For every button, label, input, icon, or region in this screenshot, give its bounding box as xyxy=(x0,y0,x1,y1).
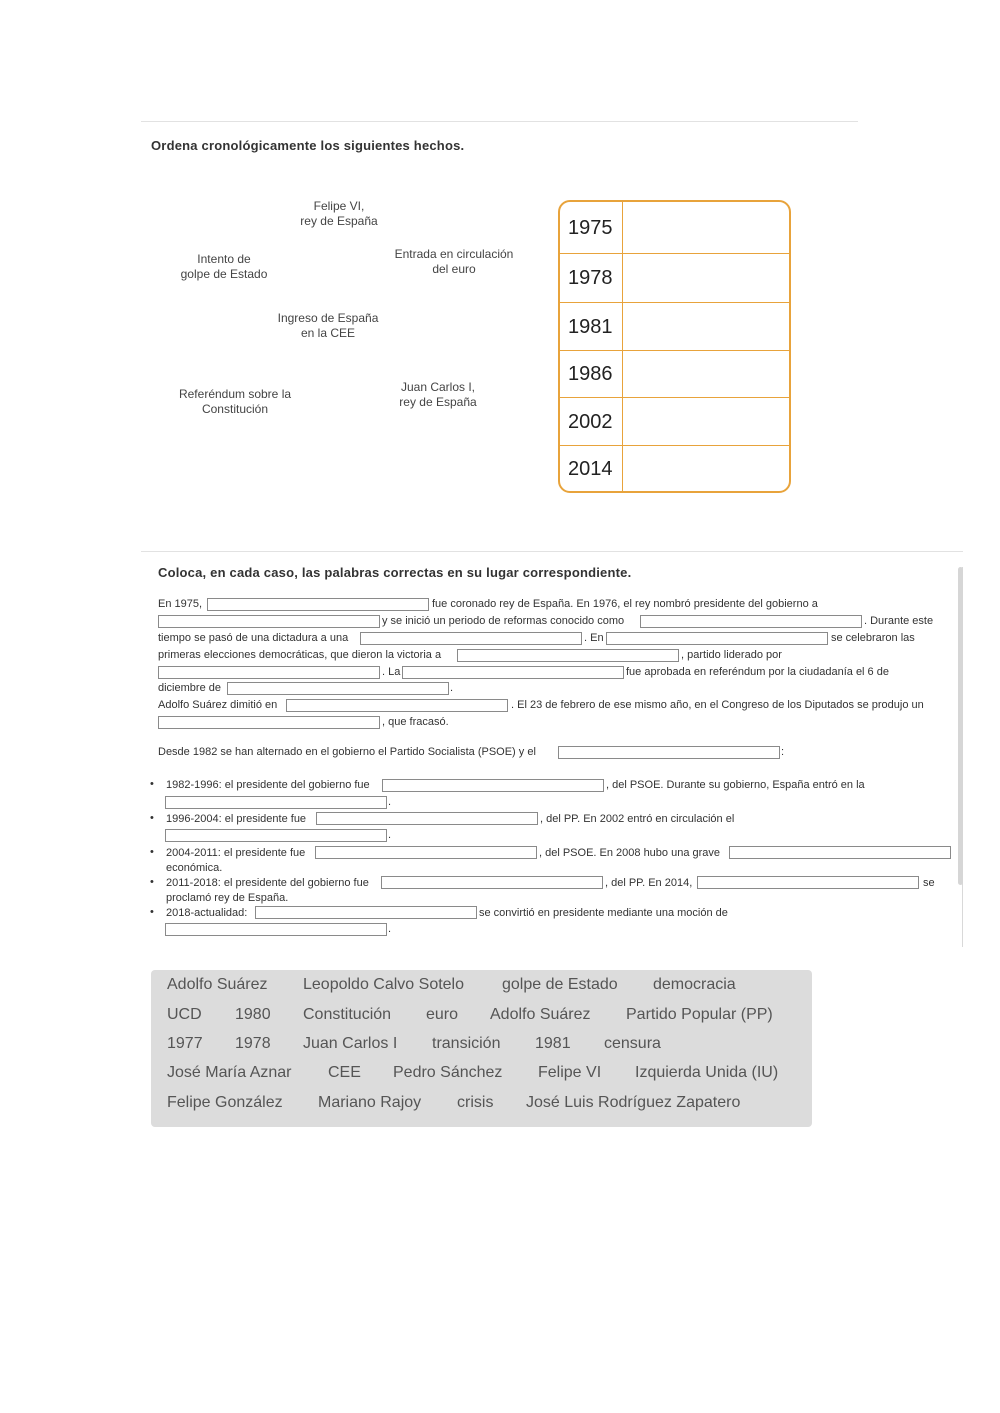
blank-input[interactable] xyxy=(158,615,380,628)
blank-input[interactable] xyxy=(316,812,538,825)
para-text: Adolfo Suárez dimitió en xyxy=(158,699,278,711)
event-text: Intento de xyxy=(197,252,251,266)
year-label: 2002 xyxy=(560,398,623,446)
word-chip[interactable]: Pedro Sánchez xyxy=(393,1064,503,1081)
bullet-text: 2018-actualidad: xyxy=(166,907,248,919)
para-text: . xyxy=(450,682,454,694)
blank-input[interactable] xyxy=(606,632,828,645)
bullet-text: , del PSOE. En 2008 hubo una grave xyxy=(539,847,721,859)
year-label: 1986 xyxy=(560,351,623,398)
para-text: primeras elecciones democráticas, que dieron la victoria a xyxy=(158,649,442,661)
word-chip[interactable]: UCD xyxy=(167,1006,202,1023)
word-bank xyxy=(151,970,812,1127)
bullet-text: . xyxy=(388,829,392,841)
drop-slot[interactable] xyxy=(624,398,789,446)
para-text: fue aprobada en referéndum por la ciudadanía el 6 de xyxy=(626,666,889,678)
timeline-row xyxy=(560,445,789,493)
word-chip[interactable]: Adolfo Suárez xyxy=(167,976,268,993)
event-text: Juan Carlos I, xyxy=(400,380,476,394)
section2-title: Coloca, en cada caso, las palabras correctas en su lugar correspondiente. xyxy=(158,565,632,580)
bullet-text: se xyxy=(923,877,935,889)
word-chip[interactable]: Partido Popular (PP) xyxy=(626,1006,773,1023)
word-chip[interactable]: CEE xyxy=(328,1064,361,1081)
draggable-event-juan-carlos[interactable] xyxy=(383,380,493,410)
word-chip[interactable]: golpe de Estado xyxy=(502,976,618,993)
para-text: . El 23 de febrero de ese mismo año, en el Congreso de los Diputados se produjo un xyxy=(511,699,924,711)
para-text: , partido liderado por xyxy=(681,649,782,661)
bullet-text: , del PSOE. Durante su gobierno, España entró en la xyxy=(606,779,865,791)
timeline-row xyxy=(560,202,789,254)
event-text: Ingreso de España xyxy=(277,311,379,325)
word-chip[interactable]: Adolfo Suárez xyxy=(490,1006,591,1023)
timeline-row xyxy=(560,350,789,398)
timeline-table xyxy=(558,200,791,493)
draggable-event-euro[interactable] xyxy=(384,247,524,277)
para-text: y se inició un periodo de reformas conocido como xyxy=(382,615,625,627)
para-text: En 1975, xyxy=(158,598,203,610)
section-divider xyxy=(141,551,963,552)
drop-slot[interactable] xyxy=(624,446,789,493)
bullet-dot: • xyxy=(150,846,154,858)
para-text: , que fracasó. xyxy=(382,716,449,728)
para-text: diciembre de xyxy=(158,682,221,694)
year-label: 2014 xyxy=(560,446,623,493)
blank-input[interactable] xyxy=(315,846,537,859)
word-chip[interactable]: 1980 xyxy=(235,1006,271,1023)
bullet-text: se convirtió en presidente mediante una moción de xyxy=(479,907,728,919)
event-text: Entrada en circulación xyxy=(394,247,514,261)
draggable-event-golpe[interactable] xyxy=(164,252,284,282)
blank-input[interactable] xyxy=(255,906,477,919)
para-text: . La xyxy=(382,666,401,678)
blank-input[interactable] xyxy=(158,716,380,729)
para-text: tiempo se pasó de una dictadura a una xyxy=(158,632,349,644)
scrollbar-thumb[interactable] xyxy=(958,567,963,885)
word-chip[interactable]: Felipe VI xyxy=(538,1064,602,1081)
event-text: golpe de Estado xyxy=(180,267,268,281)
year-label: 1978 xyxy=(560,254,623,303)
event-text: Felipe VI, xyxy=(313,199,365,213)
blank-input[interactable] xyxy=(558,746,780,759)
section-divider xyxy=(141,121,858,122)
drop-slot[interactable] xyxy=(624,202,789,254)
word-chip[interactable]: Juan Carlos I xyxy=(303,1035,398,1052)
draggable-event-referendum[interactable] xyxy=(165,387,305,417)
blank-input[interactable] xyxy=(227,682,449,695)
word-chip[interactable]: José María Aznar xyxy=(167,1064,292,1081)
bullet-text: proclamó rey de España. xyxy=(166,892,289,904)
bullet-text: 2011-2018: el presidente del gobierno fue xyxy=(166,877,369,889)
event-text: rey de España xyxy=(300,214,378,228)
word-chip[interactable]: transición xyxy=(432,1035,501,1052)
blank-input[interactable] xyxy=(402,666,624,679)
event-text: en la CEE xyxy=(300,326,356,340)
word-chip[interactable]: democracia xyxy=(653,976,736,993)
word-chip[interactable]: José Luis Rodríguez Zapatero xyxy=(526,1094,741,1111)
section1-title: Ordena cronológicamente los siguientes hechos. xyxy=(151,138,465,153)
year-label: 1981 xyxy=(560,303,623,351)
para-text: se celebraron las xyxy=(831,632,915,644)
bullet-text: , del PP. En 2002 entró en circulación el xyxy=(540,813,735,825)
timeline-row xyxy=(560,253,789,303)
bullet-text: 2004-2011: el presidente fue xyxy=(166,847,306,859)
bullet-text: 1982-1996: el presidente del gobierno fue xyxy=(166,779,370,791)
bullet-text: , del PP. En 2014, xyxy=(605,877,693,889)
event-text: del euro xyxy=(432,262,476,276)
word-chip[interactable]: Constitución xyxy=(303,1006,392,1023)
drop-slot[interactable] xyxy=(624,303,789,351)
timeline-row xyxy=(560,302,789,351)
event-text: Referéndum sobre la xyxy=(178,387,292,401)
blank-input[interactable] xyxy=(382,779,604,792)
para-text: . En xyxy=(584,632,604,644)
word-chip[interactable]: 1981 xyxy=(535,1035,571,1052)
blank-input[interactable] xyxy=(158,666,380,679)
event-text: Constitución xyxy=(201,402,269,416)
blank-input[interactable] xyxy=(457,649,679,662)
bullet-text: 1996-2004: el presidente fue xyxy=(166,813,307,825)
word-chip[interactable]: 1978 xyxy=(235,1035,271,1052)
word-chip[interactable]: Leopoldo Calvo Sotelo xyxy=(303,976,465,993)
blank-input[interactable] xyxy=(207,598,429,611)
event-text: rey de España xyxy=(399,395,477,409)
blank-input[interactable] xyxy=(640,615,862,628)
timeline-row xyxy=(560,397,789,446)
blank-input[interactable] xyxy=(381,876,603,889)
word-chip[interactable]: Felipe González xyxy=(167,1094,283,1111)
word-chip[interactable]: euro xyxy=(426,1006,459,1023)
word-chip[interactable]: Izquierda Unida (IU) xyxy=(635,1064,779,1081)
blank-input[interactable] xyxy=(165,829,387,842)
draggable-event-felipe-vi[interactable] xyxy=(289,199,389,229)
bullet-dot: • xyxy=(150,778,154,790)
blank-input[interactable] xyxy=(165,796,387,809)
word-chip[interactable]: censura xyxy=(604,1035,661,1052)
drop-slot[interactable] xyxy=(624,351,789,398)
para-text: fue coronado rey de España. En 1976, el rey nombró presidente del gobierno a xyxy=(432,598,818,610)
blank-input[interactable] xyxy=(729,846,951,859)
word-chip[interactable]: 1977 xyxy=(167,1035,203,1052)
blank-input[interactable] xyxy=(165,923,387,936)
blank-input[interactable] xyxy=(360,632,582,645)
year-label: 1975 xyxy=(560,202,623,254)
word-chip[interactable]: crisis xyxy=(457,1094,494,1111)
bullet-text: . xyxy=(388,796,392,808)
para-text: : xyxy=(781,746,785,758)
bullet-dot: • xyxy=(150,812,154,824)
word-chip[interactable]: Mariano Rajoy xyxy=(318,1094,422,1111)
drop-slot[interactable] xyxy=(624,254,789,303)
blank-input[interactable] xyxy=(697,876,919,889)
bullet-text: . xyxy=(388,923,392,935)
para-text: Desde 1982 se han alternado en el gobierno el Partido Socialista (PSOE) y el xyxy=(158,746,536,758)
bullet-dot: • xyxy=(150,906,154,918)
draggable-event-cee[interactable] xyxy=(268,311,388,341)
para-text: . Durante este xyxy=(864,615,934,627)
blank-input[interactable] xyxy=(286,699,508,712)
bullet-text: económica. xyxy=(166,862,223,874)
bullet-dot: • xyxy=(150,876,154,888)
